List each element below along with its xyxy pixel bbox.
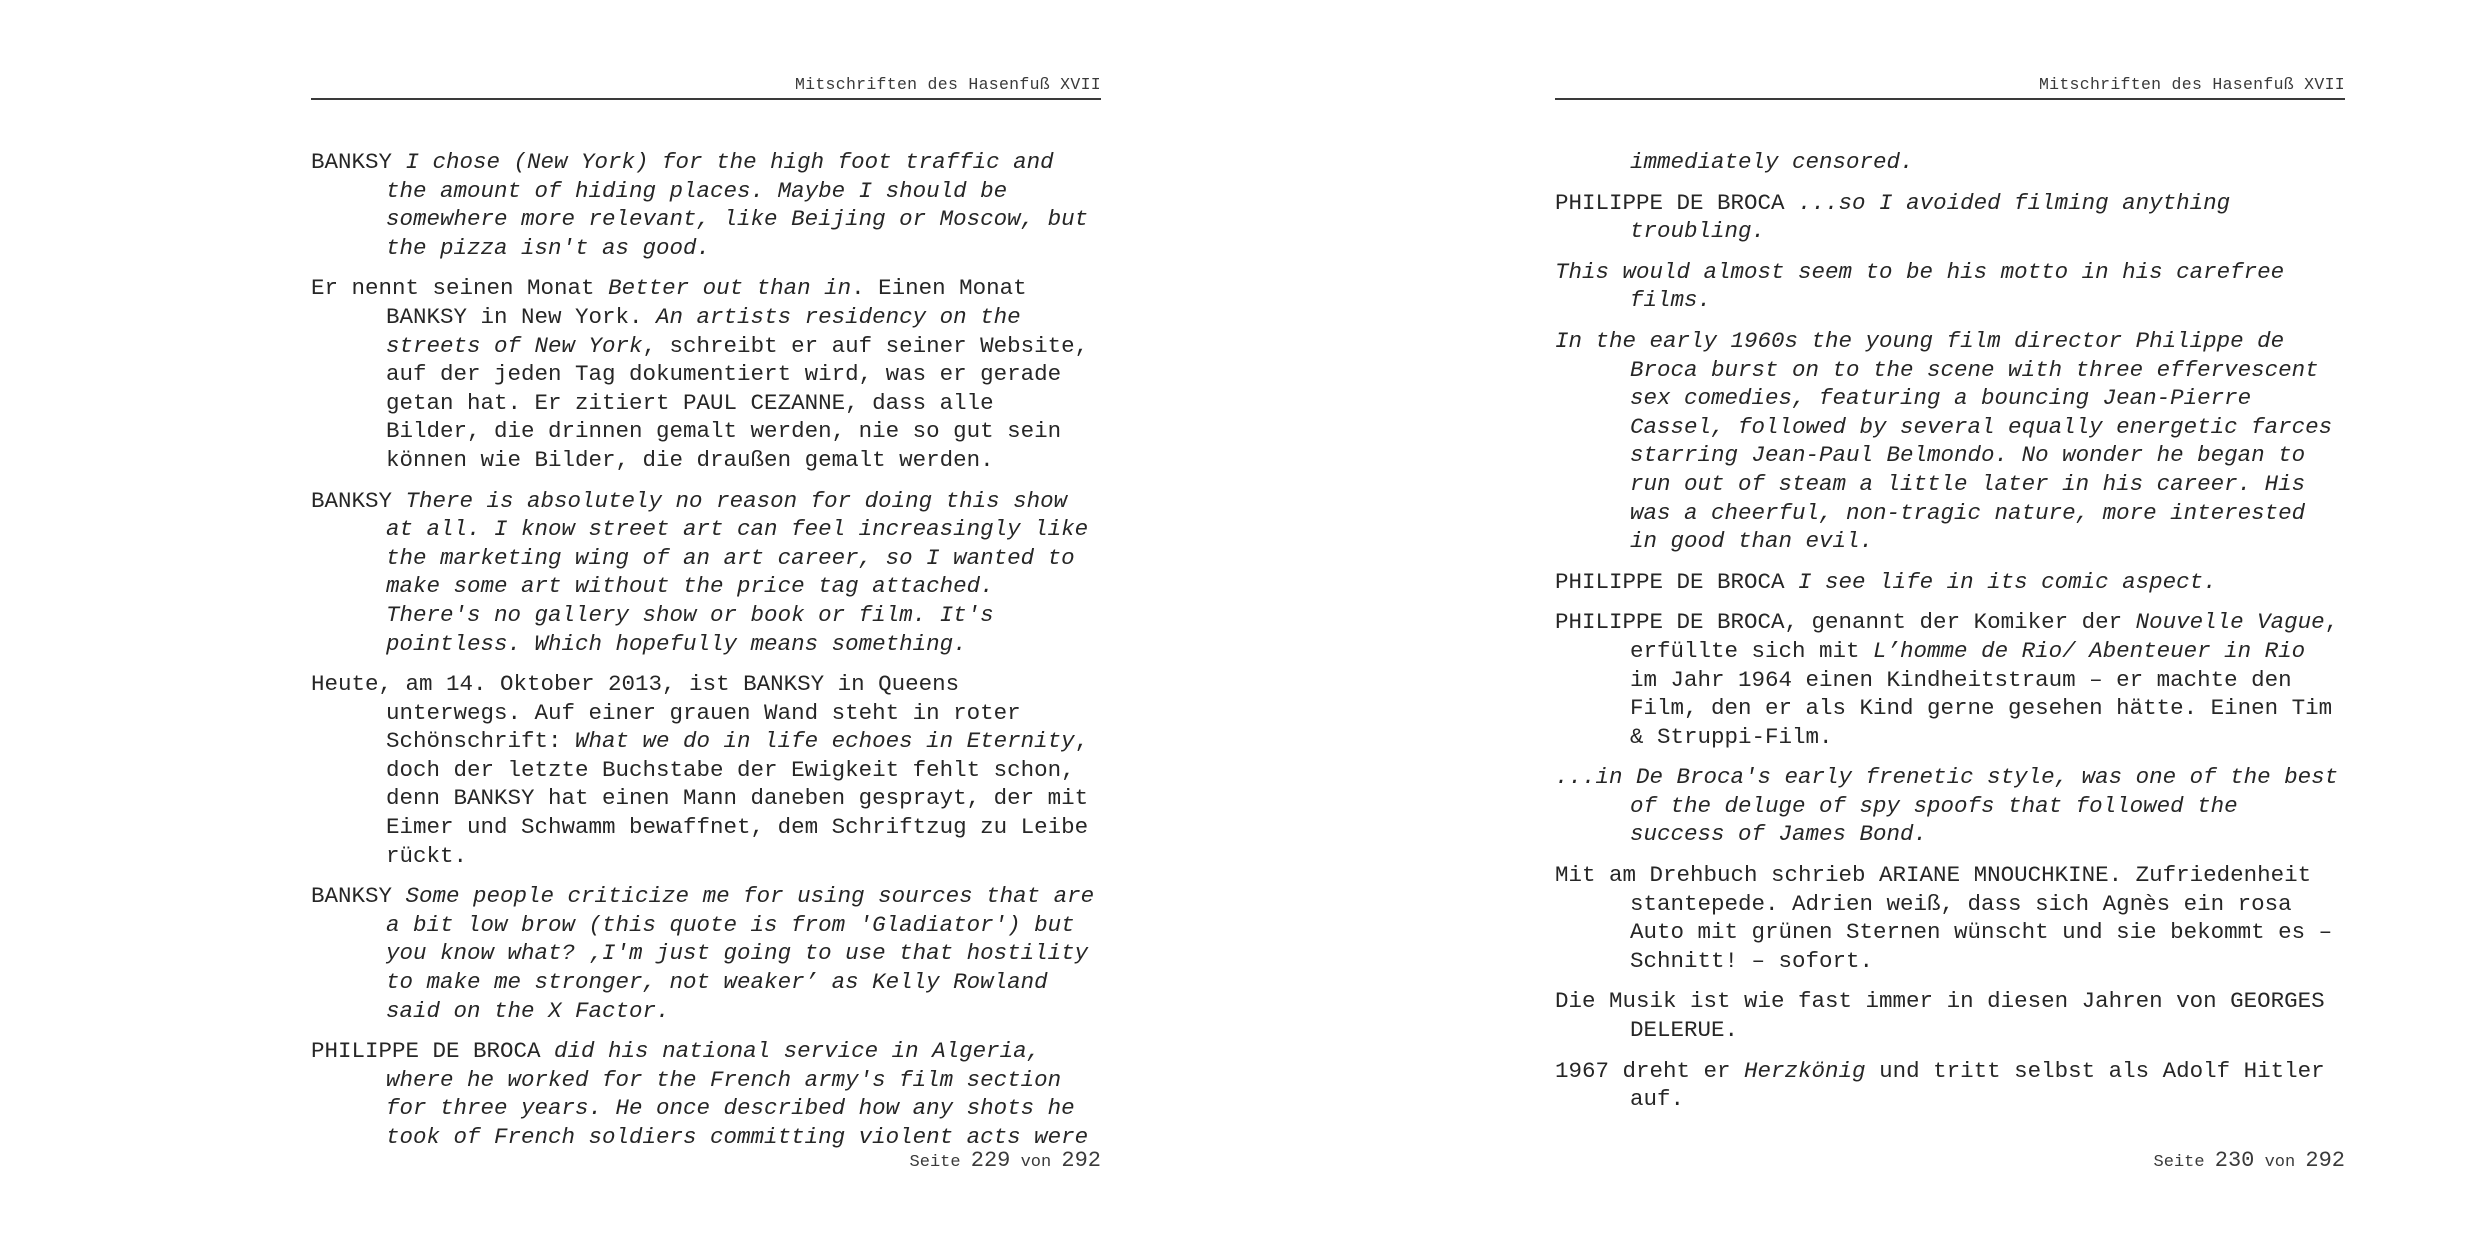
body-text: PHILIPPE DE BROCA, genannt der Komiker der (1555, 609, 2136, 636)
footer-seite: Seite (909, 1153, 961, 1172)
text-paragraph (1555, 327, 2345, 556)
text-paragraph (1555, 1057, 2345, 1114)
italic-quote-text: Better out than in (608, 275, 852, 302)
footer-von: von (2264, 1153, 2296, 1172)
italic-quote-text: This would almost seem to be his motto in his carefree films. (1555, 258, 2285, 314)
page-footer (1555, 1146, 2345, 1176)
body-text: Heute, am 14. Oktober 2013, ist BANKSY in Queens unterwegs. Auf einer grauen Wand steht in roter Schönschrift: (311, 671, 1021, 755)
text-paragraph (311, 1037, 1101, 1151)
body-text: PHILIPPE DE BROCA (1555, 568, 1799, 595)
page-body (1555, 148, 2345, 1126)
body-text: , erfüllte sich mit (1630, 609, 2339, 664)
body-text: BANKSY (311, 883, 406, 910)
footer-seite: Seite (2153, 1153, 2205, 1172)
italic-quote-text: There is absolutely no reason for doing this show at all. I know street art can feel increasingly like the marketing wing of an art career, so I wanted to make some art without the price tag attached. There's no gallery show or book or film. It's pointless. Which hopefully means something. (386, 487, 1089, 657)
italic-quote-text: immediately censored. (1630, 149, 1914, 175)
body-text: , doch der letzte Buchstabe der Ewigkeit fehlt schon, denn BANKSY hat einen Mann daneben gesprayt, der mit Eimer und Schwamm bewaffnet, dem Schriftzug zu Leibe rückt. (386, 728, 1089, 869)
page-body (311, 148, 1101, 1164)
italic-quote-text: Some people criticize me for using sources that are a bit low brow (this quote is from 'Gladiator') but you know what? ‚I'm just going to use that hostility to make me stronger, not weaker’ as Kelly Rowland said on the X Factor. (386, 883, 1095, 1024)
body-text: PHILIPPE DE BROCA (1555, 189, 1799, 216)
italic-quote-text: I see life in its comic aspect. (1798, 568, 2217, 595)
italic-quote-text: did his national service in Algeria, where he worked for the French army's film section for three years. He once described how any shots he took of French soldiers committing violent acts were (386, 1038, 1089, 1150)
text-paragraph (311, 487, 1101, 659)
page-number: 230 (2214, 1148, 2255, 1173)
body-text: . Einen Monat BANKSY in New York. (386, 275, 1027, 330)
text-paragraph (311, 274, 1101, 474)
body-text: , schreibt er auf seiner Website, auf der jeden Tag dokumentiert wird, was er gerade getan hat. Er zitiert PAUL CEZANNE, dass alle Bilder, die drinnen gemalt werden, nie so gut sein können wie Bilder, die draußen gemalt werden. (386, 332, 1089, 473)
italic-quote-text: ...in De Broca's early frenetic style, was one of the best of the deluge of spy spoofs that followed the success of James Bond. (1555, 764, 2339, 848)
text-paragraph (1555, 763, 2345, 849)
page-left (311, 0, 1101, 1240)
text-paragraph (1555, 987, 2345, 1044)
text-paragraph (311, 882, 1101, 1025)
footer-von: von (1020, 1153, 1052, 1172)
italic-quote-text: Herzkönig (1744, 1057, 1866, 1084)
text-paragraph (1555, 608, 2345, 751)
page-total: 292 (2305, 1148, 2345, 1173)
text-paragraph (311, 670, 1101, 870)
italic-quote-text: An artists residency on the streets of New York (386, 303, 1021, 359)
page-right (1555, 0, 2345, 1240)
text-paragraph (311, 148, 1101, 262)
running-header: Mitschriften des Hasenfuß XVII (311, 72, 1101, 100)
page-footer (311, 1146, 1101, 1176)
italic-quote-text: Nouvelle Vague (2135, 609, 2325, 636)
body-text: und tritt selbst als Adolf Hitler auf. (1630, 1057, 2325, 1113)
italic-quote-text: In the early 1960s the young film director Philippe de Broca burst on to the scene with three effervescent sex comedies, featuring a bouncing Jean-Pierre Cassel, followed by several equally energetic farces starring Jean-Paul Belmondo. No wonder he began to run out of steam a little later in his career. His was a cheerful, non-tragic nature, more interested in good than evil. (1555, 327, 2333, 555)
italic-quote-text: L’homme de Rio/ Abenteuer in Rio (1873, 637, 2306, 664)
running-header: Mitschriften des Hasenfuß XVII (1555, 72, 2345, 100)
italic-quote-text: I chose (New York) for the high foot traffic and the amount of hiding places. Maybe I should be somewhere more relevant, like Beijing or Moscow, but the pizza isn't as good. (386, 149, 1089, 261)
body-text: BANKSY (311, 487, 406, 514)
body-text: Die Musik ist wie fast immer in diesen Jahren von GEORGES DELERUE. (1555, 988, 2325, 1044)
text-paragraph (1555, 861, 2345, 975)
italic-quote-text: ...so I avoided filming anything troubling. (1630, 189, 2231, 245)
page-total: 292 (1061, 1148, 1101, 1173)
body-text: PHILIPPE DE BROCA (311, 1038, 555, 1065)
body-text: Er nennt seinen Monat (311, 275, 609, 302)
italic-quote-text: What we do in life echoes in Eternity (575, 728, 1075, 755)
text-paragraph (1555, 258, 2345, 315)
body-text: BANKSY (311, 149, 406, 175)
body-text: Mit am Drehbuch schrieb ARIANE MNOUCHKINE. Zufriedenheit stantepede. Adrien weiß, dass sich Agnès ein rosa Auto mit grünen Sternen wünscht und sie bekommt es – Schnitt! – sofort. (1555, 862, 2333, 974)
body-text: im Jahr 1964 einen Kindheitstraum – er machte den Film, den er als Kind gerne gesehen hätte. Einen Tim & Struppi-Film. (1630, 666, 2333, 750)
text-paragraph (1555, 568, 2345, 597)
text-paragraph (1555, 189, 2345, 246)
text-paragraph (1555, 148, 2345, 177)
body-text: 1967 dreht er (1555, 1057, 1745, 1084)
page-number: 229 (970, 1148, 1011, 1173)
